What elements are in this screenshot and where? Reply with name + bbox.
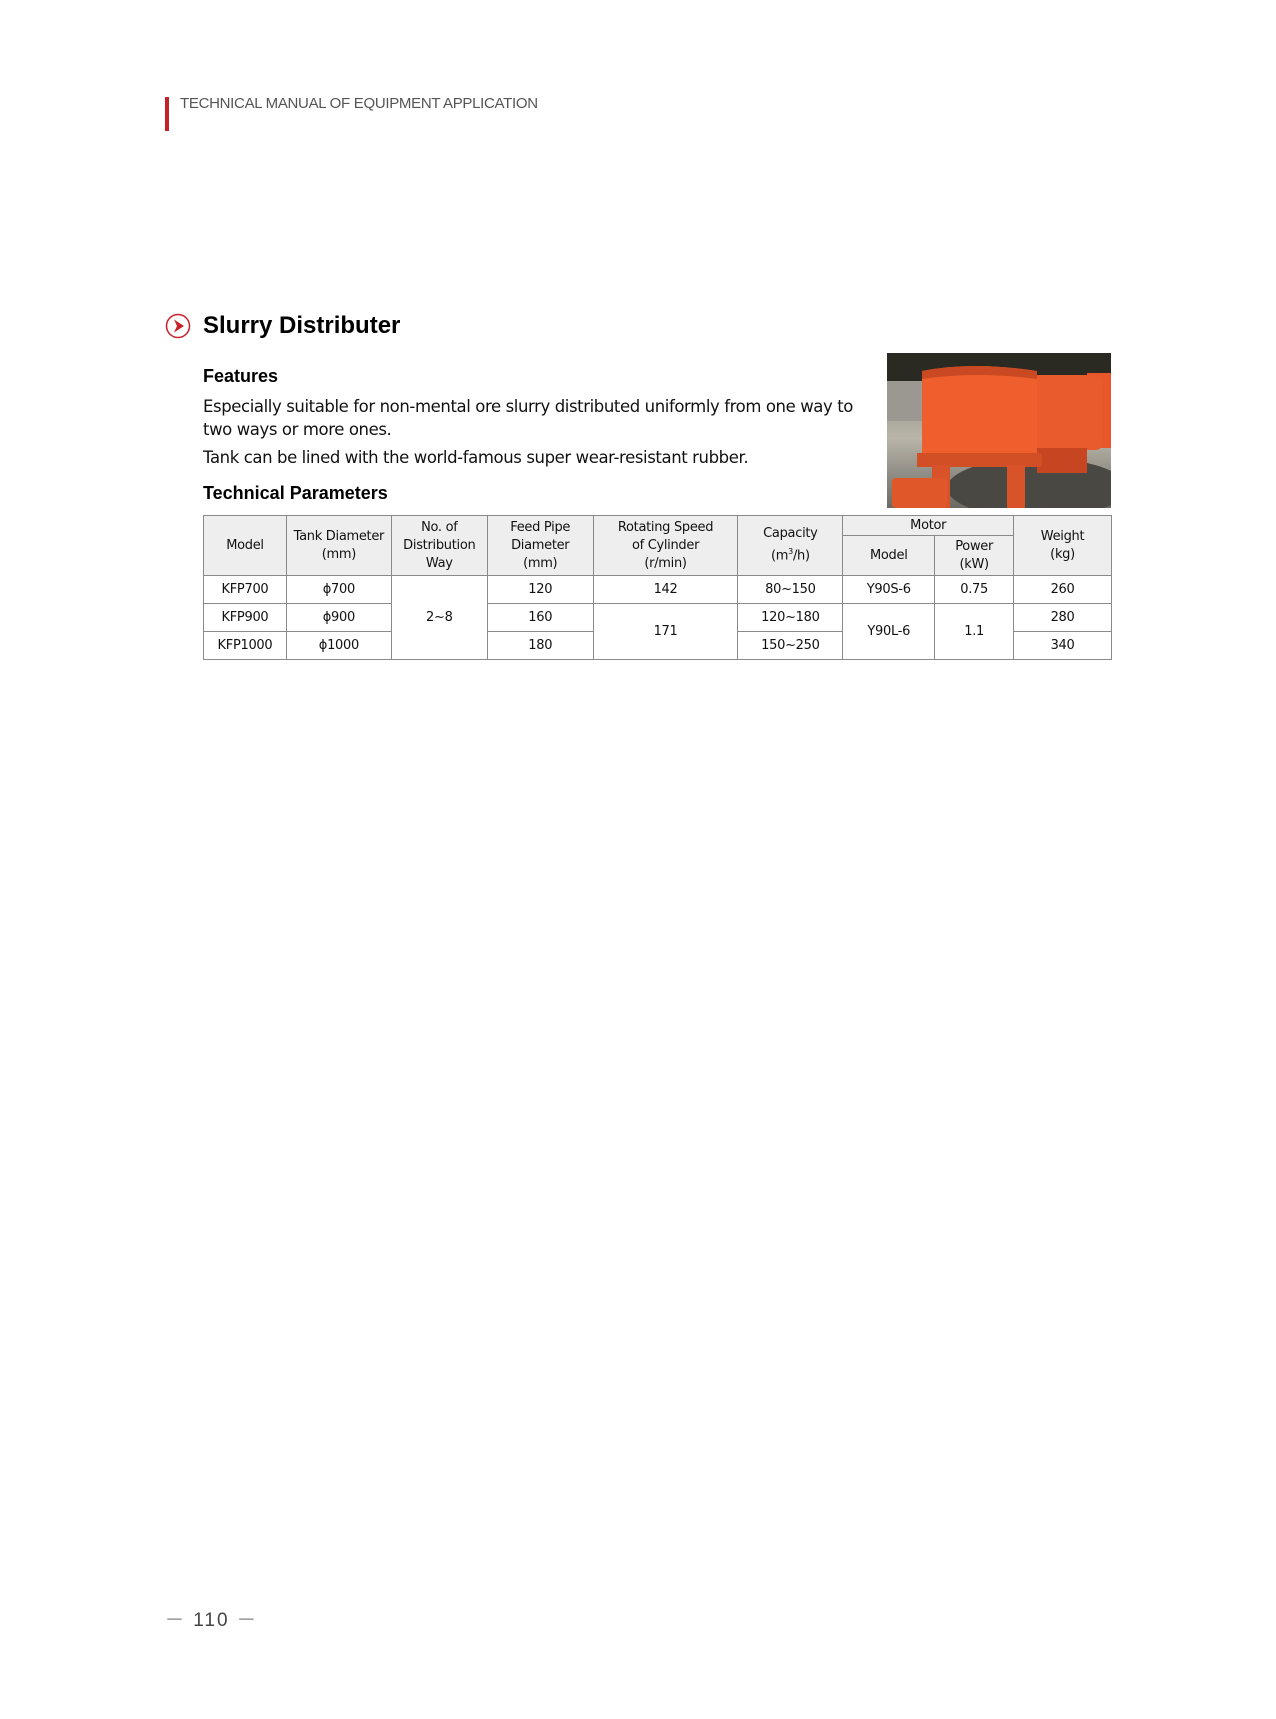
technical-parameters-heading: Technical Parameters <box>203 483 388 503</box>
feature-paragraph: Especially suitable for non-mental ore slurry distributed uniformly from one way to two ways or more ones. <box>203 397 853 439</box>
cell-tank-diameter: ϕ1000 <box>286 632 391 660</box>
header-distribution-way: No. of Distribution Way <box>391 516 487 576</box>
cell-capacity: 80~150 <box>738 576 843 604</box>
cell-motor-power: 1.1 <box>935 604 1014 660</box>
table-row <box>204 604 1112 632</box>
feature-paragraph: Tank can be lined with the world-famous super wear-resistant rubber. <box>203 448 749 467</box>
cell-weight: 280 <box>1014 604 1112 632</box>
header-feed-pipe-diameter: Feed Pipe Diameter (mm) <box>487 516 593 576</box>
cell-model: KFP700 <box>204 576 287 604</box>
circled-play-arrow-icon <box>165 313 191 339</box>
cell-model: KFP1000 <box>204 632 287 660</box>
page-number: － 110 － <box>165 1610 258 1631</box>
features-heading: Features <box>203 366 279 386</box>
slurry-distributer-photo <box>887 353 1111 508</box>
cell-motor-model: Y90L-6 <box>843 604 935 660</box>
table-row <box>204 576 1112 604</box>
cell-feed-pipe: 160 <box>487 604 593 632</box>
cell-rotating-speed: 142 <box>593 576 738 604</box>
header-motor-power: Power (kW) <box>935 536 1014 576</box>
header-tank-diameter: Tank Diameter (mm) <box>286 516 391 576</box>
header-model: Model <box>204 516 287 576</box>
running-head: TECHNICAL MANUAL OF EQUIPMENT APPLICATION <box>180 95 538 112</box>
cell-feed-pipe: 120 <box>487 576 593 604</box>
header-motor-model: Model <box>843 536 935 576</box>
cell-feed-pipe: 180 <box>487 632 593 660</box>
cell-tank-diameter: ϕ900 <box>286 604 391 632</box>
cell-tank-diameter: ϕ700 <box>286 576 391 604</box>
running-head-accent-bar <box>165 97 169 131</box>
technical-parameters-table <box>203 515 1112 660</box>
cell-distribution-way: 2~8 <box>391 576 487 660</box>
header-weight: Weight (kg) <box>1014 516 1112 576</box>
cell-capacity: 150~250 <box>738 632 843 660</box>
cell-model: KFP900 <box>204 604 287 632</box>
cell-motor-power: 0.75 <box>935 576 1014 604</box>
product-photo <box>887 353 1111 508</box>
cell-weight: 340 <box>1014 632 1112 660</box>
section-title: Slurry Distributer <box>203 312 401 339</box>
cell-rotating-speed: 171 <box>593 604 738 660</box>
header-motor: Motor <box>843 516 1014 536</box>
cell-weight: 260 <box>1014 576 1112 604</box>
cell-motor-model: Y90S-6 <box>843 576 935 604</box>
cell-capacity: 120~180 <box>738 604 843 632</box>
header-capacity: Capacity $(m^3/h)$ <box>738 516 843 576</box>
header-rotating-speed: Rotating Speed of Cylinder (r/min) <box>593 516 738 576</box>
